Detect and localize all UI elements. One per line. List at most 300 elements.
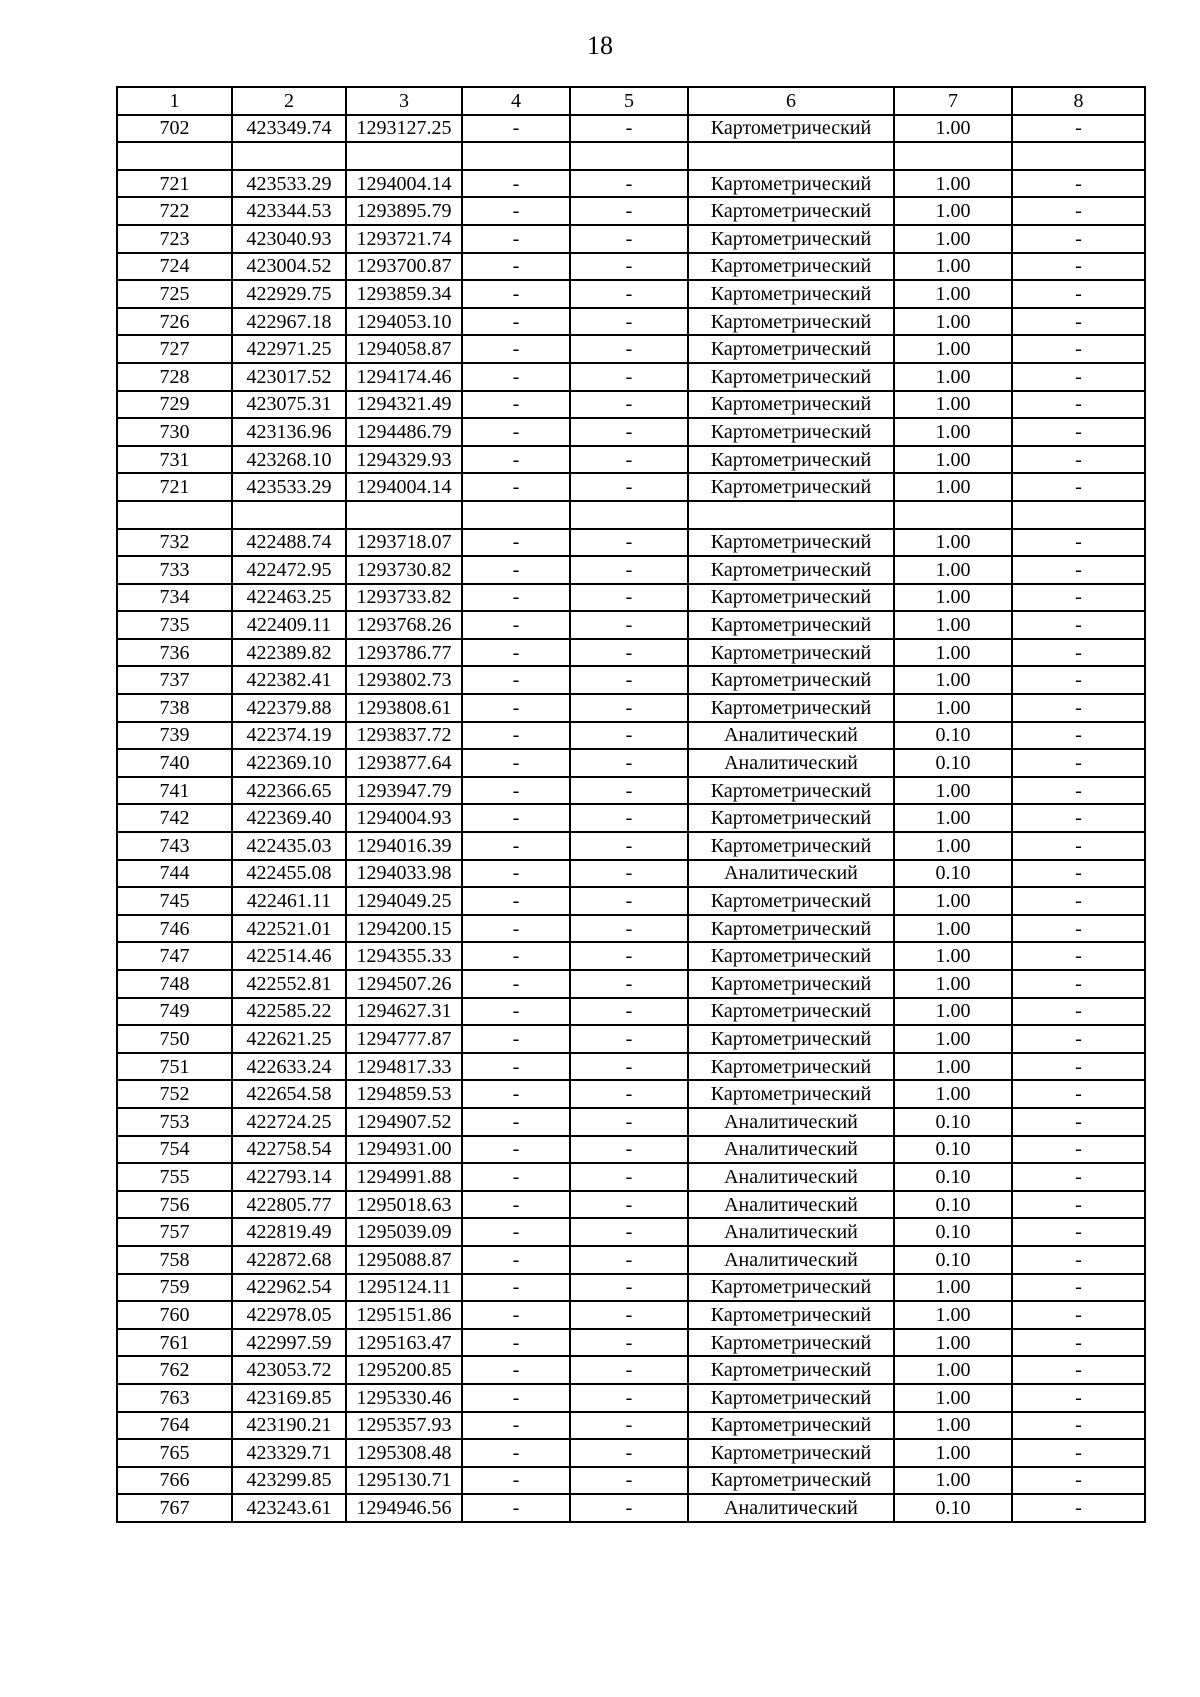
table-row <box>117 998 1145 1026</box>
cell-accuracy: 0.10 <box>894 722 1012 750</box>
cell-y-coordinate: 1293718.07 <box>346 529 462 557</box>
cell-accuracy: 1.00 <box>894 1053 1012 1081</box>
cell-y-coordinate: 1294016.39 <box>346 832 462 860</box>
cell-point-number: 734 <box>117 584 232 612</box>
cell-accuracy: 1.00 <box>894 1412 1012 1440</box>
cell-method: Картометрический <box>688 280 894 308</box>
cell-accuracy: 1.00 <box>894 170 1012 198</box>
cell-accuracy: 1.00 <box>894 556 1012 584</box>
cell-col-5: - <box>570 832 688 860</box>
table-row <box>117 722 1145 750</box>
cell-col-8: - <box>1012 1274 1145 1302</box>
table-row <box>117 832 1145 860</box>
cell-point-number: 737 <box>117 666 232 694</box>
cell-col-5: - <box>570 722 688 750</box>
cell-x-coordinate: 422472.95 <box>232 556 346 584</box>
cell-y-coordinate: 1295018.63 <box>346 1191 462 1219</box>
cell-col-4: - <box>462 363 570 391</box>
cell-col-5: - <box>570 1301 688 1329</box>
cell-point-number: 731 <box>117 446 232 474</box>
cell-col-5: - <box>570 694 688 722</box>
cell-x-coordinate: 422997.59 <box>232 1329 346 1357</box>
table-row <box>117 1494 1145 1522</box>
cell-col-4: - <box>462 777 570 805</box>
table-row <box>117 749 1145 777</box>
cell-x-coordinate: 422971.25 <box>232 335 346 363</box>
cell-x-coordinate: 422758.54 <box>232 1136 346 1164</box>
cell-col-4: - <box>462 860 570 888</box>
table-row <box>117 1301 1145 1329</box>
cell-x-coordinate: 423349.74 <box>232 115 346 143</box>
table-header <box>117 87 1145 115</box>
table-row <box>117 694 1145 722</box>
cell-col-5: - <box>570 1384 688 1412</box>
table-row <box>117 1439 1145 1467</box>
cell-col-4: - <box>462 611 570 639</box>
cell-col-4: - <box>462 197 570 225</box>
cell-col-4: - <box>462 722 570 750</box>
cell-x-coordinate <box>232 142 346 170</box>
table-row <box>117 1136 1145 1164</box>
cell-method: Картометрический <box>688 942 894 970</box>
cell-accuracy: 1.00 <box>894 777 1012 805</box>
cell-col-8: - <box>1012 253 1145 281</box>
cell-accuracy: 1.00 <box>894 1274 1012 1302</box>
cell-x-coordinate: 422654.58 <box>232 1080 346 1108</box>
cell-method: Картометрический <box>688 970 894 998</box>
cell-y-coordinate: 1295130.71 <box>346 1467 462 1495</box>
cell-col-8: - <box>1012 804 1145 832</box>
cell-col-4: - <box>462 804 570 832</box>
cell-method: Картометрический <box>688 308 894 336</box>
cell-col-5: - <box>570 1025 688 1053</box>
table-row <box>117 418 1145 446</box>
cell-accuracy: 1.00 <box>894 694 1012 722</box>
cell-method: Аналитический <box>688 1218 894 1246</box>
page-number: 18 <box>587 31 613 60</box>
cell-point-number: 721 <box>117 473 232 501</box>
cell-point-number: 743 <box>117 832 232 860</box>
cell-point-number: 727 <box>117 335 232 363</box>
cell-col-4: - <box>462 418 570 446</box>
cell-method: Картометрический <box>688 473 894 501</box>
table-row <box>117 556 1145 584</box>
cell-x-coordinate: 423136.96 <box>232 418 346 446</box>
table-row <box>117 777 1145 805</box>
cell-point-number <box>117 501 232 529</box>
table-row <box>117 1163 1145 1191</box>
cell-y-coordinate: 1295124.11 <box>346 1274 462 1302</box>
cell-point-number: 702 <box>117 115 232 143</box>
cell-accuracy: 0.10 <box>894 1246 1012 1274</box>
cell-col-5: - <box>570 666 688 694</box>
cell-col-5: - <box>570 197 688 225</box>
cell-method: Аналитический <box>688 1494 894 1522</box>
cell-accuracy <box>894 501 1012 529</box>
cell-point-number: 760 <box>117 1301 232 1329</box>
cell-y-coordinate: 1294627.31 <box>346 998 462 1026</box>
header-cell-8: 8 <box>1012 87 1145 115</box>
cell-method: Картометрический <box>688 1439 894 1467</box>
cell-method: Аналитический <box>688 1136 894 1164</box>
cell-point-number <box>117 142 232 170</box>
cell-method: Аналитический <box>688 722 894 750</box>
cell-y-coordinate: 1293877.64 <box>346 749 462 777</box>
cell-accuracy: 1.00 <box>894 529 1012 557</box>
table-row <box>117 1412 1145 1440</box>
cell-y-coordinate: 1294033.98 <box>346 860 462 888</box>
cell-x-coordinate <box>232 501 346 529</box>
cell-x-coordinate: 422455.08 <box>232 860 346 888</box>
cell-col-8: - <box>1012 418 1145 446</box>
cell-x-coordinate: 423053.72 <box>232 1356 346 1384</box>
cell-y-coordinate: 1295200.85 <box>346 1356 462 1384</box>
cell-y-coordinate: 1294321.49 <box>346 391 462 419</box>
cell-accuracy: 1.00 <box>894 611 1012 639</box>
cell-col-8: - <box>1012 749 1145 777</box>
cell-accuracy: 1.00 <box>894 804 1012 832</box>
cell-col-4: - <box>462 1053 570 1081</box>
cell-accuracy: 1.00 <box>894 115 1012 143</box>
cell-col-5: - <box>570 1136 688 1164</box>
cell-x-coordinate: 423533.29 <box>232 473 346 501</box>
cell-col-8: - <box>1012 1053 1145 1081</box>
cell-point-number: 738 <box>117 694 232 722</box>
cell-method <box>688 501 894 529</box>
table-row <box>117 1467 1145 1495</box>
cell-col-4: - <box>462 832 570 860</box>
cell-accuracy: 1.00 <box>894 915 1012 943</box>
cell-accuracy: 1.00 <box>894 197 1012 225</box>
table-row <box>117 115 1145 143</box>
cell-col-4: - <box>462 1301 570 1329</box>
cell-col-4: - <box>462 1218 570 1246</box>
cell-x-coordinate: 422379.88 <box>232 694 346 722</box>
cell-point-number: 754 <box>117 1136 232 1164</box>
cell-accuracy: 1.00 <box>894 942 1012 970</box>
cell-col-5: - <box>570 1108 688 1136</box>
cell-col-4: - <box>462 1494 570 1522</box>
cell-x-coordinate: 422633.24 <box>232 1053 346 1081</box>
cell-point-number: 758 <box>117 1246 232 1274</box>
cell-col-8: - <box>1012 1494 1145 1522</box>
table-row <box>117 446 1145 474</box>
table-row <box>117 942 1145 970</box>
cell-method: Картометрический <box>688 197 894 225</box>
cell-col-5: - <box>570 473 688 501</box>
cell-y-coordinate: 1295308.48 <box>346 1439 462 1467</box>
cell-col-4: - <box>462 887 570 915</box>
cell-col-8: - <box>1012 1080 1145 1108</box>
cell-col-4: - <box>462 998 570 1026</box>
cell-col-4 <box>462 142 570 170</box>
cell-x-coordinate: 422366.65 <box>232 777 346 805</box>
cell-point-number: 725 <box>117 280 232 308</box>
coordinates-table <box>116 86 1146 1523</box>
cell-y-coordinate: 1293733.82 <box>346 584 462 612</box>
cell-method: Картометрический <box>688 1356 894 1384</box>
cell-col-5 <box>570 501 688 529</box>
table-row <box>117 584 1145 612</box>
cell-point-number: 751 <box>117 1053 232 1081</box>
cell-y-coordinate: 1294058.87 <box>346 335 462 363</box>
cell-point-number: 762 <box>117 1356 232 1384</box>
cell-y-coordinate: 1294946.56 <box>346 1494 462 1522</box>
cell-col-8 <box>1012 142 1145 170</box>
cell-accuracy: 1.00 <box>894 225 1012 253</box>
cell-point-number: 736 <box>117 639 232 667</box>
cell-point-number: 756 <box>117 1191 232 1219</box>
cell-accuracy <box>894 142 1012 170</box>
cell-col-4: - <box>462 335 570 363</box>
cell-col-5: - <box>570 1053 688 1081</box>
cell-col-4: - <box>462 1191 570 1219</box>
cell-method: Аналитический <box>688 1163 894 1191</box>
cell-x-coordinate: 422521.01 <box>232 915 346 943</box>
cell-method: Картометрический <box>688 832 894 860</box>
table-row <box>117 501 1145 529</box>
header-cell-5: 5 <box>570 87 688 115</box>
cell-col-5: - <box>570 915 688 943</box>
cell-method: Картометрический <box>688 335 894 363</box>
table-row <box>117 1053 1145 1081</box>
table-row <box>117 363 1145 391</box>
cell-y-coordinate: 1293802.73 <box>346 666 462 694</box>
cell-x-coordinate: 423533.29 <box>232 170 346 198</box>
table-row <box>117 253 1145 281</box>
cell-x-coordinate: 422872.68 <box>232 1246 346 1274</box>
cell-col-5: - <box>570 363 688 391</box>
cell-point-number: 722 <box>117 197 232 225</box>
cell-col-8: - <box>1012 611 1145 639</box>
cell-point-number: 724 <box>117 253 232 281</box>
table-row <box>117 142 1145 170</box>
cell-method: Картометрический <box>688 694 894 722</box>
cell-col-4: - <box>462 1384 570 1412</box>
cell-y-coordinate: 1294004.14 <box>346 170 462 198</box>
cell-y-coordinate: 1294507.26 <box>346 970 462 998</box>
cell-accuracy: 1.00 <box>894 473 1012 501</box>
header-cell-7: 7 <box>894 87 1012 115</box>
cell-y-coordinate: 1294907.52 <box>346 1108 462 1136</box>
cell-x-coordinate: 422621.25 <box>232 1025 346 1053</box>
cell-col-4: - <box>462 584 570 612</box>
cell-point-number: 746 <box>117 915 232 943</box>
cell-y-coordinate <box>346 501 462 529</box>
cell-col-4: - <box>462 694 570 722</box>
cell-y-coordinate: 1294200.15 <box>346 915 462 943</box>
cell-col-5: - <box>570 639 688 667</box>
cell-col-8: - <box>1012 1301 1145 1329</box>
cell-col-5: - <box>570 556 688 584</box>
cell-point-number: 723 <box>117 225 232 253</box>
cell-y-coordinate: 1295088.87 <box>346 1246 462 1274</box>
table-body <box>117 115 1145 1522</box>
cell-point-number: 764 <box>117 1412 232 1440</box>
cell-method: Аналитический <box>688 1108 894 1136</box>
cell-x-coordinate: 422374.19 <box>232 722 346 750</box>
table-row <box>117 860 1145 888</box>
cell-col-4: - <box>462 473 570 501</box>
cell-method: Картометрический <box>688 998 894 1026</box>
cell-point-number: 757 <box>117 1218 232 1246</box>
cell-method: Картометрический <box>688 777 894 805</box>
cell-accuracy: 1.00 <box>894 998 1012 1026</box>
cell-point-number: 741 <box>117 777 232 805</box>
cell-y-coordinate: 1294004.14 <box>346 473 462 501</box>
cell-accuracy: 0.10 <box>894 860 1012 888</box>
cell-method: Картометрический <box>688 666 894 694</box>
cell-point-number: 750 <box>117 1025 232 1053</box>
table-row <box>117 1356 1145 1384</box>
table-row <box>117 1329 1145 1357</box>
cell-col-8: - <box>1012 639 1145 667</box>
cell-x-coordinate: 423268.10 <box>232 446 346 474</box>
cell-col-4: - <box>462 1439 570 1467</box>
cell-accuracy: 1.00 <box>894 1439 1012 1467</box>
cell-col-8: - <box>1012 1384 1145 1412</box>
cell-col-8: - <box>1012 391 1145 419</box>
cell-accuracy: 1.00 <box>894 584 1012 612</box>
cell-point-number: 744 <box>117 860 232 888</box>
cell-point-number: 733 <box>117 556 232 584</box>
cell-col-8: - <box>1012 363 1145 391</box>
cell-y-coordinate: 1294817.33 <box>346 1053 462 1081</box>
cell-col-5: - <box>570 1191 688 1219</box>
cell-point-number: 759 <box>117 1274 232 1302</box>
table-row <box>117 1246 1145 1274</box>
cell-col-5: - <box>570 1274 688 1302</box>
cell-method: Картометрический <box>688 253 894 281</box>
cell-x-coordinate: 422978.05 <box>232 1301 346 1329</box>
cell-method <box>688 142 894 170</box>
cell-method: Картометрический <box>688 1467 894 1495</box>
cell-col-8: - <box>1012 1108 1145 1136</box>
cell-col-5: - <box>570 1494 688 1522</box>
cell-col-5: - <box>570 804 688 832</box>
cell-x-coordinate: 422805.77 <box>232 1191 346 1219</box>
cell-col-5: - <box>570 1412 688 1440</box>
table-row <box>117 308 1145 336</box>
cell-point-number: 732 <box>117 529 232 557</box>
cell-method: Картометрический <box>688 1025 894 1053</box>
cell-y-coordinate: 1293808.61 <box>346 694 462 722</box>
cell-y-coordinate: 1294991.88 <box>346 1163 462 1191</box>
cell-col-8: - <box>1012 1467 1145 1495</box>
cell-point-number: 755 <box>117 1163 232 1191</box>
table-row <box>117 1108 1145 1136</box>
cell-col-5: - <box>570 1080 688 1108</box>
cell-point-number: 752 <box>117 1080 232 1108</box>
cell-col-4: - <box>462 1108 570 1136</box>
table-row <box>117 639 1145 667</box>
cell-col-4: - <box>462 749 570 777</box>
cell-col-5: - <box>570 998 688 1026</box>
cell-col-8: - <box>1012 335 1145 363</box>
cell-col-5: - <box>570 391 688 419</box>
cell-col-8 <box>1012 501 1145 529</box>
cell-accuracy: 1.00 <box>894 280 1012 308</box>
table-row <box>117 280 1145 308</box>
header-row <box>117 87 1145 115</box>
cell-x-coordinate: 422585.22 <box>232 998 346 1026</box>
cell-col-8: - <box>1012 1136 1145 1164</box>
table-row <box>117 666 1145 694</box>
cell-method: Картометрический <box>688 556 894 584</box>
cell-method: Картометрический <box>688 915 894 943</box>
cell-method: Картометрический <box>688 1329 894 1357</box>
cell-col-4: - <box>462 1080 570 1108</box>
cell-point-number: 726 <box>117 308 232 336</box>
table-row <box>117 1191 1145 1219</box>
table-row <box>117 473 1145 501</box>
cell-accuracy: 1.00 <box>894 832 1012 860</box>
cell-point-number: 753 <box>117 1108 232 1136</box>
cell-y-coordinate: 1293837.72 <box>346 722 462 750</box>
cell-y-coordinate: 1294329.93 <box>346 446 462 474</box>
cell-method: Картометрический <box>688 1412 894 1440</box>
cell-y-coordinate: 1293768.26 <box>346 611 462 639</box>
table-row <box>117 225 1145 253</box>
cell-method: Картометрический <box>688 391 894 419</box>
cell-col-8: - <box>1012 1191 1145 1219</box>
cell-col-4: - <box>462 1025 570 1053</box>
table-row <box>117 1025 1145 1053</box>
cell-accuracy: 0.10 <box>894 1136 1012 1164</box>
cell-method: Картометрический <box>688 1053 894 1081</box>
cell-col-5: - <box>570 225 688 253</box>
table-row <box>117 1218 1145 1246</box>
cell-col-8: - <box>1012 694 1145 722</box>
cell-x-coordinate: 422463.25 <box>232 584 346 612</box>
cell-method: Картометрический <box>688 1080 894 1108</box>
cell-point-number: 729 <box>117 391 232 419</box>
cell-y-coordinate: 1294931.00 <box>346 1136 462 1164</box>
cell-col-5: - <box>570 611 688 639</box>
cell-x-coordinate: 422962.54 <box>232 1274 346 1302</box>
cell-col-5: - <box>570 1163 688 1191</box>
cell-accuracy: 0.10 <box>894 1218 1012 1246</box>
table-row <box>117 335 1145 363</box>
cell-col-8: - <box>1012 584 1145 612</box>
cell-y-coordinate: 1294174.46 <box>346 363 462 391</box>
cell-col-4: - <box>462 1274 570 1302</box>
cell-method: Аналитический <box>688 1246 894 1274</box>
cell-method: Картометрический <box>688 584 894 612</box>
cell-col-4: - <box>462 1163 570 1191</box>
cell-x-coordinate: 422488.74 <box>232 529 346 557</box>
cell-method: Картометрический <box>688 418 894 446</box>
cell-col-4: - <box>462 280 570 308</box>
cell-accuracy: 0.10 <box>894 1494 1012 1522</box>
cell-col-8: - <box>1012 308 1145 336</box>
cell-y-coordinate: 1293721.74 <box>346 225 462 253</box>
cell-y-coordinate: 1293786.77 <box>346 639 462 667</box>
cell-col-5: - <box>570 970 688 998</box>
cell-col-4: - <box>462 170 570 198</box>
cell-point-number: 728 <box>117 363 232 391</box>
cell-y-coordinate: 1295039.09 <box>346 1218 462 1246</box>
table-row <box>117 970 1145 998</box>
cell-point-number: 739 <box>117 722 232 750</box>
cell-x-coordinate: 422929.75 <box>232 280 346 308</box>
cell-point-number: 749 <box>117 998 232 1026</box>
cell-col-8: - <box>1012 1025 1145 1053</box>
cell-x-coordinate: 422724.25 <box>232 1108 346 1136</box>
cell-accuracy: 1.00 <box>894 1356 1012 1384</box>
cell-y-coordinate: 1293947.79 <box>346 777 462 805</box>
cell-col-8: - <box>1012 1356 1145 1384</box>
